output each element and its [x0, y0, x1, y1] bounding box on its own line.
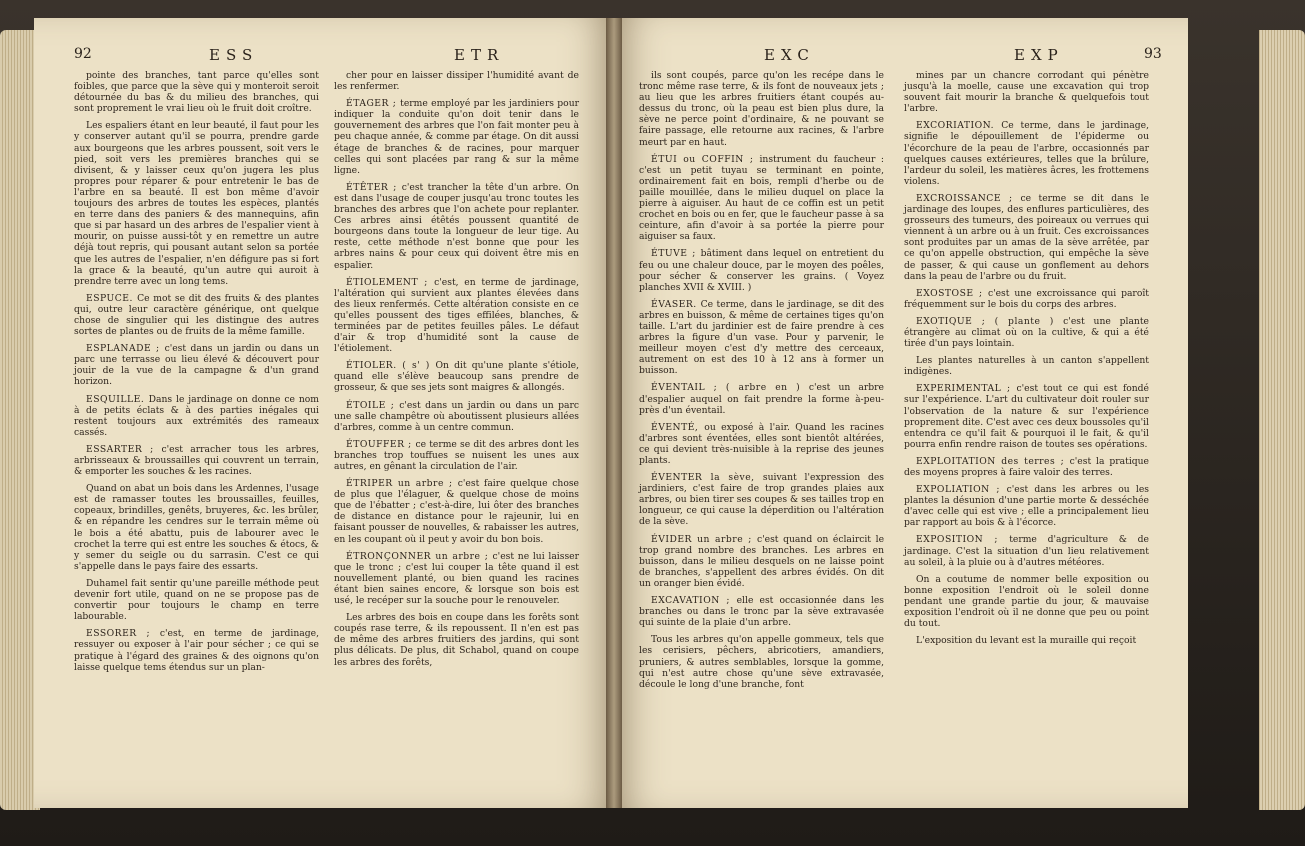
entry-headword: EXCAVATION ; — [651, 595, 737, 607]
entry-text: mines par un chancre corrodant qui pénètre jusqu'à la moelle, cause une excavation qui trop souvent fait mourir la branche & quelquefois tout l'arbre. — [904, 70, 1149, 115]
entry-paragraph — [334, 612, 579, 667]
page-number: 93 — [1144, 46, 1162, 62]
entry-paragraph — [904, 456, 1149, 478]
entry-headword: ÉVENTÉ, — [651, 421, 705, 433]
entry-paragraph — [334, 98, 579, 176]
text-column — [74, 70, 319, 679]
entry-text: Duhamel fait sentir qu'une pareille méthode peut devenir fort utile, quand on ne se propose pas de convertir pour toujours le champ en terre labourable. — [74, 577, 319, 623]
entry-text: Les plantes naturelles à un canton s'appellent indigènes. — [904, 355, 1149, 378]
entry-paragraph — [639, 595, 884, 628]
entry-headword: ÉVIDER un arbre ; — [651, 533, 757, 545]
entry-text: c'est une plante étrangère au climat où on la cultive, & qui a été tirée d'un pays lointain. — [904, 315, 1149, 350]
entry-paragraph — [904, 316, 1149, 349]
entry-text: ce terme se dit dans le jardinage des loupes, des enflures particulières, des grosseurs des tumeurs, des poireaux ou verrues qui viennent à un arbre ou à un fruit. Ces excroissances sont produites par un amas de la sève arrêtée, par ce qu'on appelle obstruction, qui empêche la sève de passer, & qui cause un gonflement au dehors dans la peau de l'arbre ou du fruit. — [904, 192, 1150, 282]
entry-headword: ÉTRONÇONNER un arbre ; — [346, 550, 493, 562]
entry-text: c'est dans un jardin ou dans un parc une terrasse ou lieu élevé & découvert pour jouir de la vue de la campagne & d'un grand horizon. — [74, 343, 320, 388]
page-number: 92 — [74, 46, 92, 62]
running-head: ETR — [454, 46, 505, 64]
entry-text: instrument du faucheur : c'est un petit tuyau se terminant en pointe, ordinairement fait en bois, rempli d'herbe ou de paille mouillée, dans le milieu duquel on place la pierre à aiguiser. Au haut de ce coffin est un petit crochet en bois ou en fer, que le faucheur passe à sa ceinture, afin d'avoir à sa portée la pierre pour aiguiser sa faux. — [639, 153, 884, 243]
entry-text: c'est faire quelque chose de plus que l'élaguer, & quelque chose de moins que de l'ébatter ; c'est-à-dire, lui ôter des branches de distance en distance pour le rajeunir, lui en faisant pousser de nouvelles, & rabaisser les autres, en les coupant où il peut y avoir du bon bois. — [334, 478, 579, 545]
entry-text: Les arbres des bois en coupe dans les forêts sont coupés rase terre, & ils repoussent. Il n'en est pas de même des arbres fruitiers des jardins, qui sont plus délicats. De plus, dit Schabol, quand on coupe les arbres des forêts, — [334, 612, 579, 668]
running-head: ESS — [209, 46, 259, 64]
entry-paragraph — [334, 551, 579, 606]
entry-text: c'est dans les arbres ou les plantes la désunion d'une partie morte & desséchée d'avec celle qui est vive ; elle a principalement lieu par rapport au bois & à l'écorce. — [904, 484, 1149, 529]
entry-text: Tous les arbres qu'on appelle gommeux, tels que les cerisiers, pêchers, abricotiers, amandiers, pruniers, & autres semblables, lorsque la gomme, qui n'est autre chose qu'une sève extravasée, découle le long d'une branche, font — [639, 634, 884, 690]
entry-text: pointe des branches, tant parce qu'elles sont foibles, que parce que la sève qui y monteroit seroit détournée du bas & du milieu des branches, qui sont proprement le vrai lieu où le fruit doit croître. — [74, 70, 319, 115]
text-column — [334, 70, 579, 674]
entry-paragraph — [639, 154, 884, 243]
entry-paragraph — [334, 70, 579, 92]
entry-headword: EXPOSITION ; — [916, 534, 1010, 546]
entry-text: cher pour en laisser dissiper l'humidité avant de les renfermer. — [334, 70, 579, 93]
entry-text: c'est arracher tous les arbres, arbrisseaux & broussailles qui couvrent un terrain, & emporter les souches & les racines. — [74, 443, 319, 478]
entry-headword: ÉTAGER ; — [346, 98, 401, 110]
entry-paragraph — [334, 277, 579, 355]
entry-headword: ÉTUVE ; — [651, 248, 701, 260]
entry-paragraph — [639, 472, 884, 527]
entry-paragraph — [74, 578, 319, 622]
entry-paragraph — [334, 400, 579, 433]
entry-paragraph — [639, 422, 884, 466]
entry-text: Ce mot se dit des fruits & des plantes qui, outre leur caractère générique, ont quelque chose de singulier qui les distingue des autres sortes de plantes ou de fruits de la même famille. — [74, 292, 319, 338]
entry-paragraph — [904, 70, 1149, 114]
entry-headword: ÉVENTER la sève, — [651, 472, 763, 484]
entry-paragraph — [74, 628, 319, 672]
entry-text: ils sont coupés, parce qu'on les recépe dans le tronc même rase terre, & ils font de nouveaux jets ; au lieu que les arbres fruitiers étant coupés au-dessus du tronc, où la peau est bien plus dure, la sève ne perce point d'ordinaire, & ne pouvant se faire passage, elle retourne aux racines, & l'arbre meurt par en haut. — [639, 70, 884, 148]
running-head: EXP — [1014, 46, 1064, 64]
entry-headword: ÉTIOLEMENT ; — [346, 276, 435, 288]
entry-text: c'est trancher la tête d'un arbre. On est dans l'usage de couper jusqu'au tronc toutes les branches des arbres que l'on achete pour replanter. Ces arbres ainsi étêtés poussent quantité de bourgeons dans toute la longueur de leur tige. Au reste, cette méthode n'est bonne que pour les arbres nains & pour ceux qui doivent être mis en espalier. — [334, 181, 579, 271]
entry-paragraph — [334, 439, 579, 472]
entry-text: Les espaliers étant en leur beauté, il faut pour les y conserver autant qu'il se pourra, prendre garde aux bourgeons que les arbres poussent, soit vers le pied, soit vers les premières branches qui se divisent, & y laisser ceux qu'on jugera les plus propres pour réparer & pour entretenir le bas de l'arbre en sa beauté. Il est bon même d'avoir toujours des arbres de toutes les espèces, plantés en terre dans des paniers & des mannequins, afin que si par hasard un des arbres de l'espalier vient à mourir, on puisse aussi-tôt y en remettre un autre déjà tout repris, qui pousant autant selon sa portée que les autres de l'espalier, n'en défigure pas si fort la grace & la beauté, qu'un autre qui auroit à prendre terre avec un long tems. — [74, 120, 319, 287]
entry-text: ou exposé à l'air. Quand les racines d'arbres sont éventées, elles sont bientôt altérées, ce qui devient très-nuisible à la reprise des jeunes plants. — [639, 421, 884, 466]
entry-headword: ESSORER ; — [86, 628, 160, 640]
entry-headword: ÉTÊTER ; — [346, 181, 402, 193]
entry-paragraph — [639, 70, 884, 148]
entry-headword: EXOTIQUE ; ( plante ) — [916, 315, 1064, 327]
right-page — [614, 18, 1188, 808]
entry-text: c'est une excroissance qui paroît fréquemment sur le bois du corps des arbres. — [904, 287, 1149, 310]
entry-paragraph — [904, 355, 1149, 377]
entry-paragraph — [639, 248, 884, 292]
entry-paragraph — [904, 120, 1149, 187]
entry-paragraph — [904, 288, 1149, 310]
entry-text: c'est dans un jardin ou dans un parc une salle champêtre où aboutissent plusieurs allées d'arbres, comme à un centre commun. — [334, 399, 579, 433]
entry-headword: EXPLOITATION des terres ; — [916, 455, 1070, 467]
text-column — [904, 70, 1149, 652]
entry-paragraph — [639, 382, 884, 415]
entry-headword: ÉTOUFFER ; — [346, 438, 416, 450]
text-column — [639, 70, 884, 696]
entry-headword: ESQUILLE. — [86, 393, 149, 405]
entry-headword: ESSARTER ; — [86, 443, 162, 455]
left-page — [34, 18, 614, 808]
entry-text: suivant l'expression des jardiniers, c'est faire de trop grandes plaies aux arbres, ou bien tirer ses coupes & ses tailles trop en longueur, ce qui cause la déperdition ou l'altération de la sève. — [639, 472, 884, 528]
entry-text: c'est, en terme de jardinage, l'altération qui survient aux plantes élevées dans des lieux renfermés. Cette altération consiste en ce qu'elles poussent des tiges effilées, blanches, & terminées par de petites feuilles pâles. Le défaut d'air & trop d'humidité sont la cause de l'étiolement. — [334, 276, 579, 355]
entry-paragraph — [334, 478, 579, 545]
running-head: EXC — [764, 46, 815, 64]
entry-paragraph — [639, 634, 884, 689]
entry-text: Dans le jardinage on donne ce nom à de petits éclats & à des parties inégales qui restent toujours aux extrémités des rameaux cassés. — [74, 393, 319, 438]
entry-text: L'exposition du levant est la muraille qui reçoit — [916, 635, 1137, 647]
entry-text: c'est un arbre d'espalier auquel on fait prendre la forme à-peu-près d'un éventail. — [639, 382, 884, 416]
entry-paragraph — [904, 193, 1149, 282]
entry-headword: ESPUCE. — [86, 292, 138, 304]
entry-text: c'est la pratique des moyens propres à faire valoir des terres. — [904, 455, 1149, 478]
entry-paragraph — [639, 299, 884, 377]
entry-text: c'est tout ce qui est fondé sur l'expérience. L'art du cultivateur doit rouler sur l'observation de la nature & sur l'expérience proprement dite. C'est avec ces deux boussoles qu'il entendra ce qu'il fait & pourquoi il le fait, & qu'il pourra enfin rendre raison de toutes ses opérations. — [904, 383, 1149, 450]
entry-headword: EXPERIMENTAL ; — [916, 383, 1017, 395]
entry-paragraph — [904, 534, 1149, 567]
book-gutter — [606, 18, 622, 808]
entry-headword: EXCROISSANCE ; — [916, 192, 1021, 204]
entry-text: c'est, en terme de jardinage, ressuyer ou exposer à l'air pour sécher ; ce qui se pratique à l'égard des graines & des oignons qu'on laisse quelque tems étendus sur un plan- — [74, 628, 319, 673]
entry-paragraph — [74, 394, 319, 438]
entry-paragraph — [74, 483, 319, 572]
entry-paragraph — [904, 484, 1149, 528]
entry-headword: ÉVENTAIL ; ( arbre en ) — [651, 382, 809, 394]
entry-headword: ÉVASER. — [651, 298, 701, 310]
entry-paragraph — [74, 293, 319, 337]
entry-text: On dit qu'une plante s'étiole, quand elle s'élève beaucoup sans prendre de grosseur, & que ses jets sont maigres & allongés. — [334, 360, 580, 394]
entry-paragraph — [904, 574, 1149, 629]
entry-text: On a coutume de nommer belle exposition ou bonne exposition l'endroit où le soleil donne pendant une grande partie du jour, & mauvaise exposition l'endroit où il ne donne que peu ou point du tout. — [904, 573, 1149, 630]
entry-headword: ÉTUI ou COFFIN ; — [651, 153, 760, 165]
entry-text: bâtiment dans lequel on entretient du feu ou une chaleur douce, par le moyen des poêles, pour sécher & conserver les grains. ( Voyez planches XVII & XVIII. ) — [639, 248, 884, 293]
entry-headword: EXOSTOSE ; — [916, 287, 988, 299]
entry-paragraph — [74, 120, 319, 286]
entry-paragraph — [74, 343, 319, 387]
entry-text: Ce terme, dans le jardinage, se dit des arbres en buisson, & même de certaines tiges qu'on taille. L'art du jardinier est de faire prendre à ces arbres la figure d'un vase. Pour y parvenir, le meilleur moyen c'est d'y mettre des cerceaux, autrement on est des 10 à 12 ans à former un buisson. — [639, 298, 884, 377]
page-edges-right — [1259, 30, 1305, 810]
entry-text: terme employé par les jardiniers pour indiquer la conduite qu'on doit tenir dans le gouvernement des arbres que l'on fait monter peu à peu chaque année, & comme par étage. On dit aussi étage de branches & de racines, pour marquer celles qui sont placées par rang & sur la même ligne. — [334, 98, 579, 176]
entry-headword: ÉTOILE ; — [346, 399, 400, 411]
entry-text: Quand on abat un bois dans les Ardennes, l'usage est de ramasser toutes les broussailles, feuilles, copeaux, brindilles, genêts, bruyeres, &c. les brûler, & en répandre les cendres sur le terrain même où le bois a été abattu, puis de labourer avec le crochet la terre qui est entre les souches & étocs, & y semer du seigle ou du sarrasin. C'est ce qui s'appelle dans le pays faire des essarts. — [74, 483, 319, 572]
entry-paragraph — [74, 444, 319, 477]
entry-paragraph — [334, 182, 579, 271]
entry-paragraph — [74, 70, 319, 114]
entry-paragraph — [334, 360, 579, 393]
entry-headword: ÉTRIPER un arbre ; — [346, 478, 458, 490]
entry-headword: EXPOLIATION ; — [916, 484, 1007, 496]
entry-text: Ce terme, dans le jardinage, signifie le dépouillement de l'épiderme ou l'écorchure de la peau de l'arbre, occasionnés par quelques causes extérieures, telles que la brûlure, l'ardeur du soleil, les matières âcres, les frottemens violens. — [904, 120, 1149, 187]
entry-paragraph — [904, 383, 1149, 450]
entry-headword: EXCORIATION. — [916, 120, 1002, 132]
entry-text: ce terme se dit des arbres dont les branches trop touffues se nuisent les unes aux autres, en gênant la circulation de l'air. — [334, 438, 579, 472]
entry-headword: ÉTIOLER. ( s' ) — [346, 360, 436, 372]
entry-paragraph — [904, 635, 1149, 646]
entry-headword: ESPLANADE ; — [86, 343, 165, 355]
entry-text: terme d'agriculture & de jardinage. C'est la situation d'un lieu relativement au soleil, à la pluie ou à d'autres météores. — [904, 534, 1149, 568]
entry-text: elle est occasionnée dans les branches ou dans le tronc par la sève extravasée qui suinte de la plaie d'un arbre. — [639, 595, 884, 629]
entry-text: c'est quand on éclaircit le trop grand nombre des branches. Les arbres en buisson, dans le milieu desquels on ne laisse point de branches, s'appellent des arbres évidés. On dit un oranger bien évidé. — [639, 533, 885, 589]
entry-paragraph — [639, 534, 884, 589]
entry-text: c'est ne lui laisser que le tronc ; c'est lui couper la tête quand il est nouvellement planté, ou bien quand les racines étant bien saines encore, & lorsque son bois est usé, le recéper sur la souche pour le renouveler. — [334, 550, 579, 607]
